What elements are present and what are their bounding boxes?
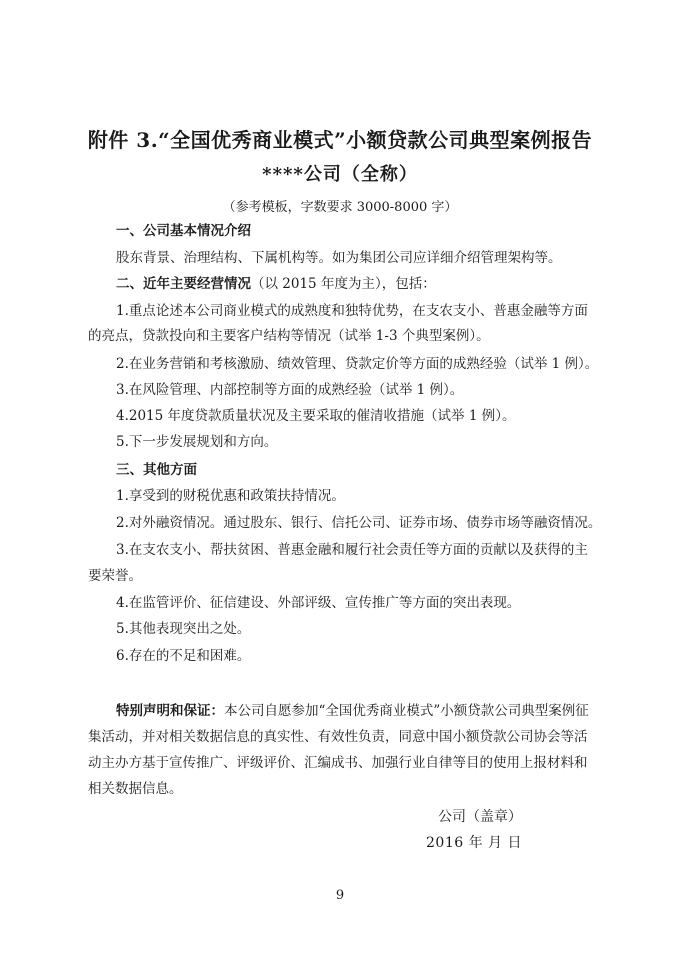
section3-item6: 6.存在的不足和困难。 [116,648,251,664]
section3-item1: 1.享受到的财税优惠和政策扶持情况。 [116,488,345,504]
declaration-line2: 集活动，并对相关数据信息的真实性、有效性负责，同意中国小额贷款公司协会等活 [88,729,588,745]
section2-item3: 3.在风险管理、内部控制等方面的成熟经验（试举 1 例）。 [116,382,464,398]
company-name-heading: ****公司（全称） [262,164,418,185]
declaration-line4: 相关数据信息。 [88,781,183,797]
page-number: 9 [335,888,345,903]
section2-item1-line1: 1.重点论述本公司商业模式的成熟度和独特优势，在支农支小、普惠金融等方面 [116,303,588,319]
section2-heading-row [116,275,596,293]
signature-date: 2016 年 月 日 [426,835,522,851]
declaration-line1 [116,702,596,720]
section2-heading-suffix: （以 2015 年度为主），包括： [251,276,436,292]
template-note: （参考模板，字数要求 3000-8000 字） [222,200,458,215]
declaration-text-1: 本公司自愿参加“全国优秀商业模式”小额贷款公司典型案例征 [224,703,589,719]
section3-item5: 5.其他表现突出之处。 [116,621,251,637]
section3-heading: 三、其他方面 [116,462,197,478]
section1-heading: 一、公司基本情况介绍 [116,223,251,239]
section2-item1-line2: 的亮点，贷款投向和主要客户结构等情况（试举 1-3 个典型案例）。 [88,328,490,344]
section2-item5: 5.下一步发展规划和方向。 [116,434,278,450]
section2-heading: 二、近年主要经营情况 [116,276,251,292]
declaration-line3: 动主办方基于宣传推广、评级评价、汇编成书、加强行业自律等目的使用上报材料和 [88,755,588,771]
section3-item3-line1: 3.在支农支小、帮扶贫困、普惠金融和履行社会责任等方面的贡献以及获得的主 [116,542,588,558]
section3-item3-line2: 要荣誉。 [88,568,142,584]
document-title: 附件 3.“全国优秀商业模式”小额贷款公司典型案例报告 [87,128,593,152]
section3-item4: 4.在监管评价、征信建设、外部评级、宣传推广等方面的突出表现。 [116,595,521,611]
company-seal-label: 公司（盖章） [438,809,522,825]
section2-item2: 2.在业务营销和考核激励、绩效管理、贷款定价等方面的成熟经验（试举 1 例）。 [116,356,599,372]
declaration-label: 特别声明和保证： [116,703,224,719]
section2-item4: 4.2015 年度贷款质量状况及主要采取的催清收措施（试举 1 例）。 [116,408,516,424]
section3-item2: 2.对外融资情况。通过股东、银行、信托公司、证券市场、债券市场等融资情况。 [116,515,602,531]
section1-body: 股东背景、治理结构、下属机构等。如为集团公司应详细介绍管理架构等。 [116,250,562,266]
